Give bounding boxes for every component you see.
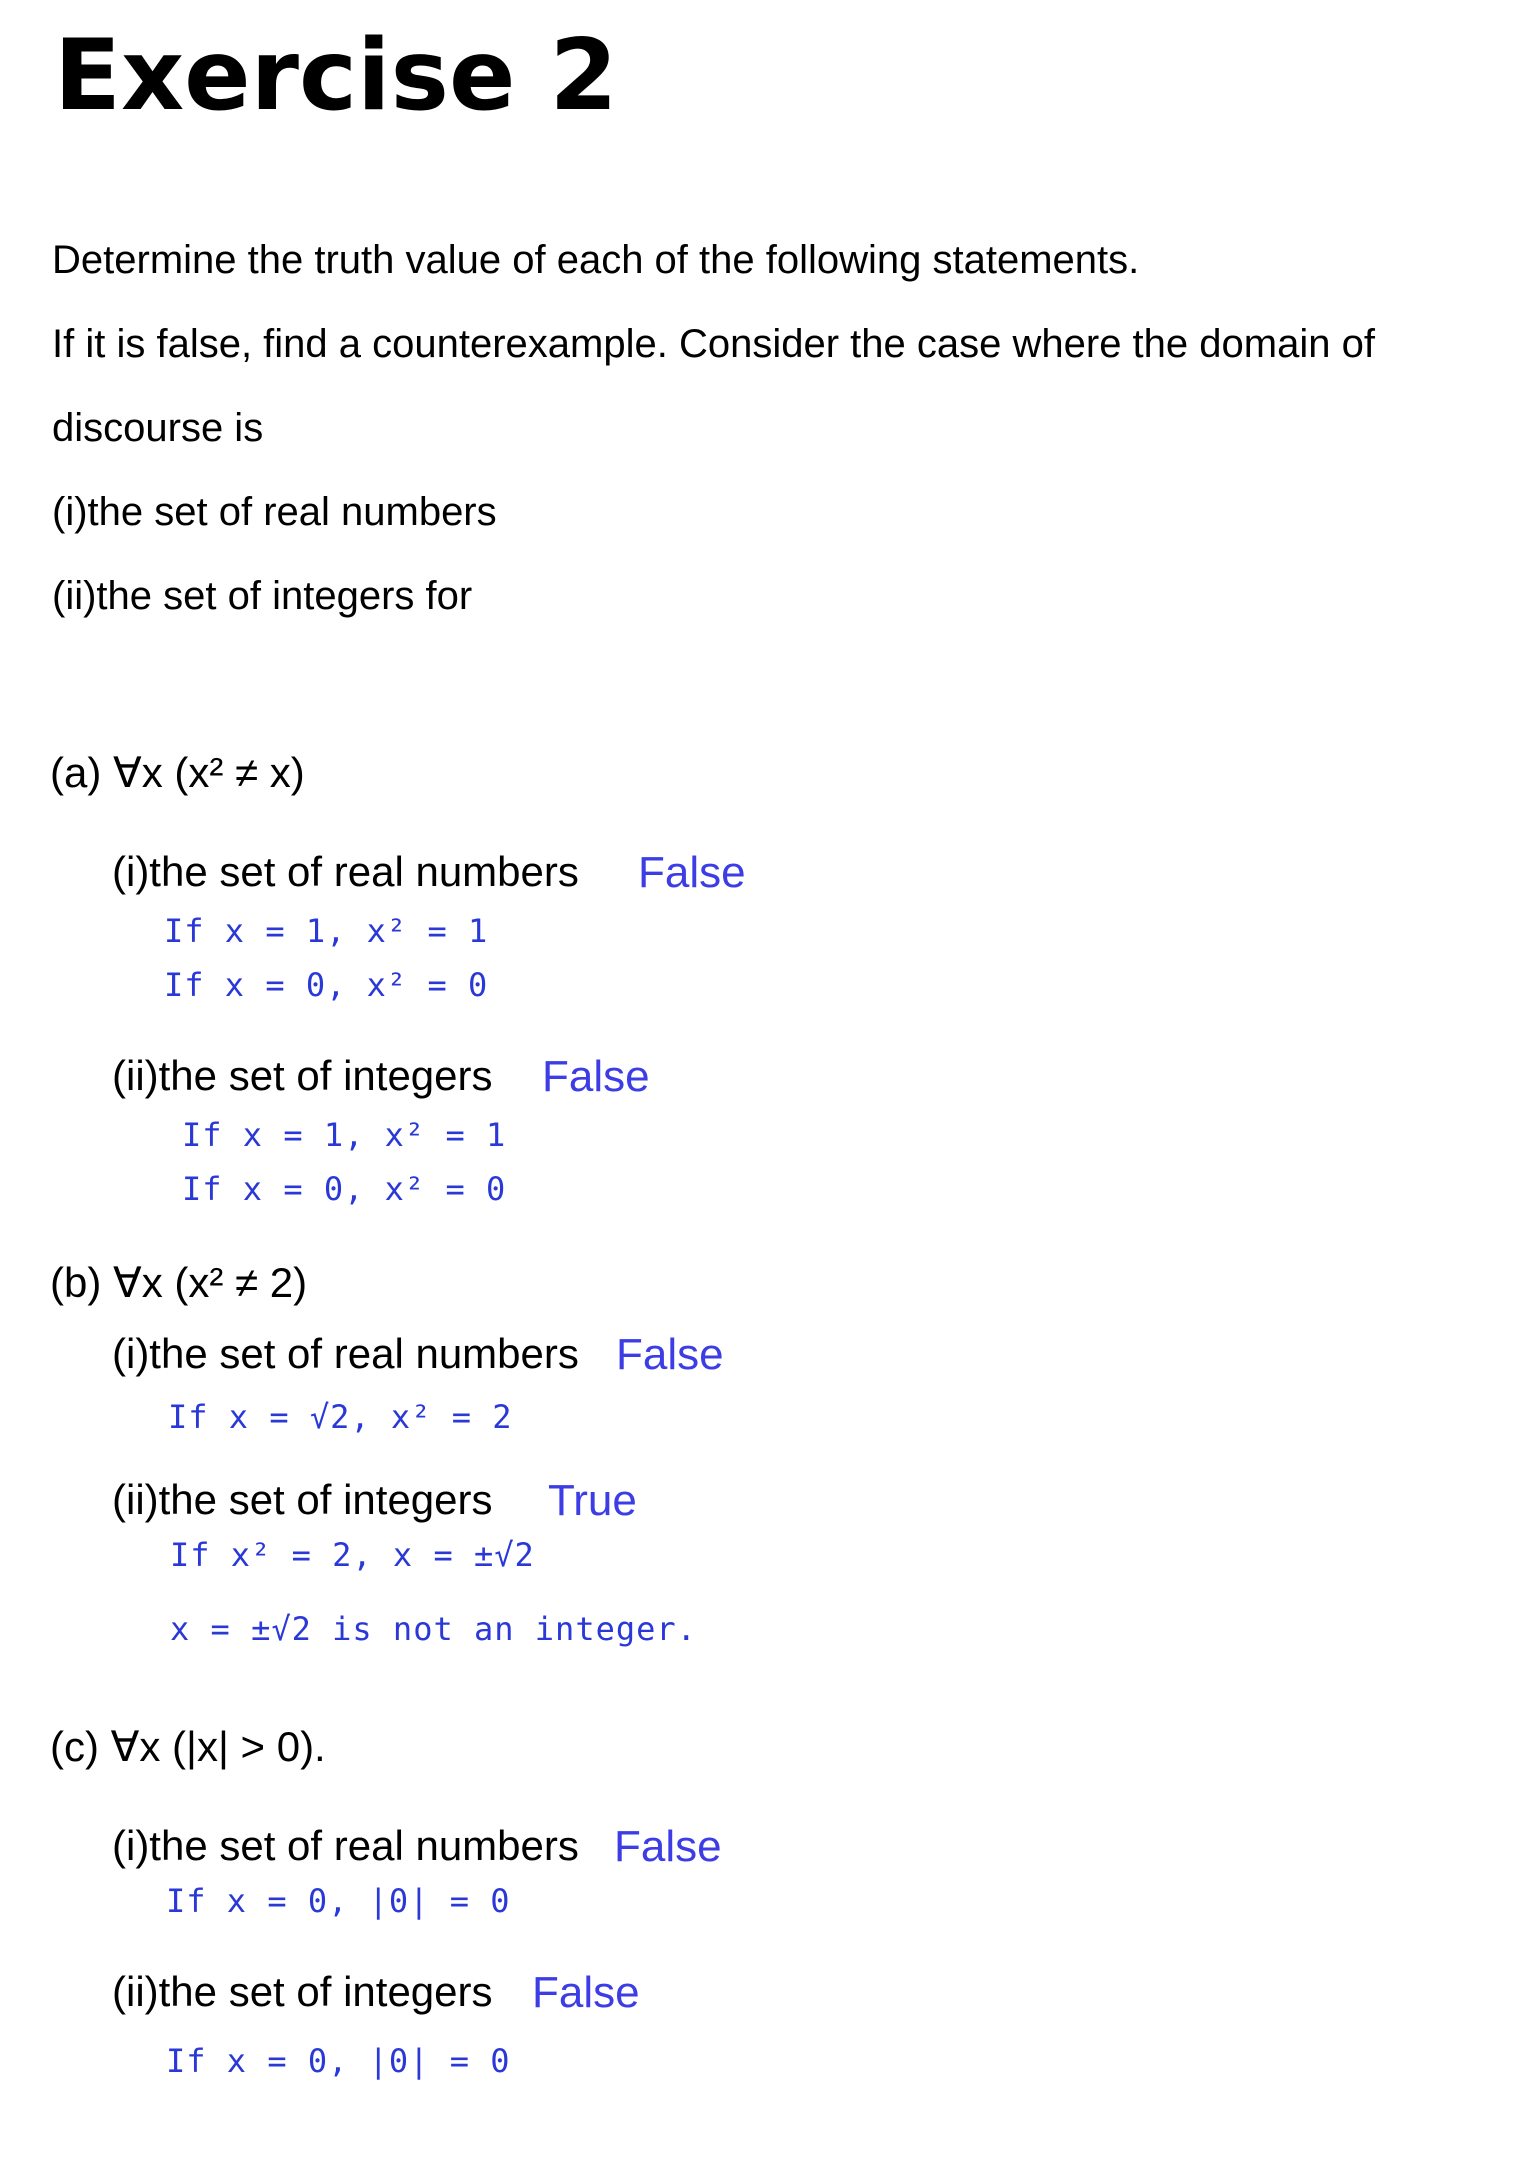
statement-c-integer-answer: False (532, 1968, 640, 2017)
page-title: Exercise 2 (54, 19, 618, 133)
statement-b-real-label: (i)the set of real numbers (112, 1330, 579, 1377)
statement-a-integer-work-2: If x = 0, x² = 0 (182, 1170, 507, 1208)
statement-b: (b) ∀x (x² ≠ 2) (50, 1259, 308, 1306)
statement-c-real-work-1: If x = 0, |0| = 0 (166, 1882, 511, 1920)
statement-a-integer-answer: False (542, 1052, 650, 1101)
statement-a-real-work-2: If x = 0, x² = 0 (164, 966, 489, 1004)
statement-c-integer-work-1: If x = 0, |0| = 0 (166, 2042, 511, 2080)
intro-line-3: discourse is (52, 406, 264, 450)
statement-b-integer-work-1: If x² = 2, x = ±√2 (170, 1536, 535, 1574)
statement-c-integer-label: (ii)the set of integers (112, 1968, 493, 2015)
intro-line-1: Determine the truth value of each of the following statements. (52, 238, 1140, 282)
statement-c-real-answer: False (614, 1822, 722, 1871)
statement-c-real-label: (i)the set of real numbers (112, 1822, 579, 1869)
statement-c: (c) ∀x (|x| > 0). (50, 1723, 326, 1770)
intro-line-2: If it is false, find a counterexample. Consider the case where the domain of (52, 322, 1375, 366)
statement-a-real-answer: False (638, 848, 746, 897)
statement-a-integer-work-1: If x = 1, x² = 1 (182, 1116, 507, 1154)
statement-a-real-work-1: If x = 1, x² = 1 (164, 912, 489, 950)
statement-a-integer-label: (ii)the set of integers (112, 1052, 493, 1099)
statement-b-real-answer: False (616, 1330, 724, 1379)
statement-a-real-label: (i)the set of real numbers (112, 848, 579, 895)
statement-b-integer-answer: True (548, 1476, 637, 1525)
statement-a: (a) ∀x (x² ≠ x) (50, 749, 305, 796)
statement-b-real-work-1: If x = √2, x² = 2 (168, 1398, 513, 1436)
intro-line-4: (i)the set of real numbers (52, 490, 497, 534)
intro-line-5: (ii)the set of integers for (52, 574, 473, 618)
statement-b-integer-label: (ii)the set of integers (112, 1476, 493, 1523)
statement-b-integer-work-2: x = ±√2 is not an integer. (170, 1610, 697, 1648)
